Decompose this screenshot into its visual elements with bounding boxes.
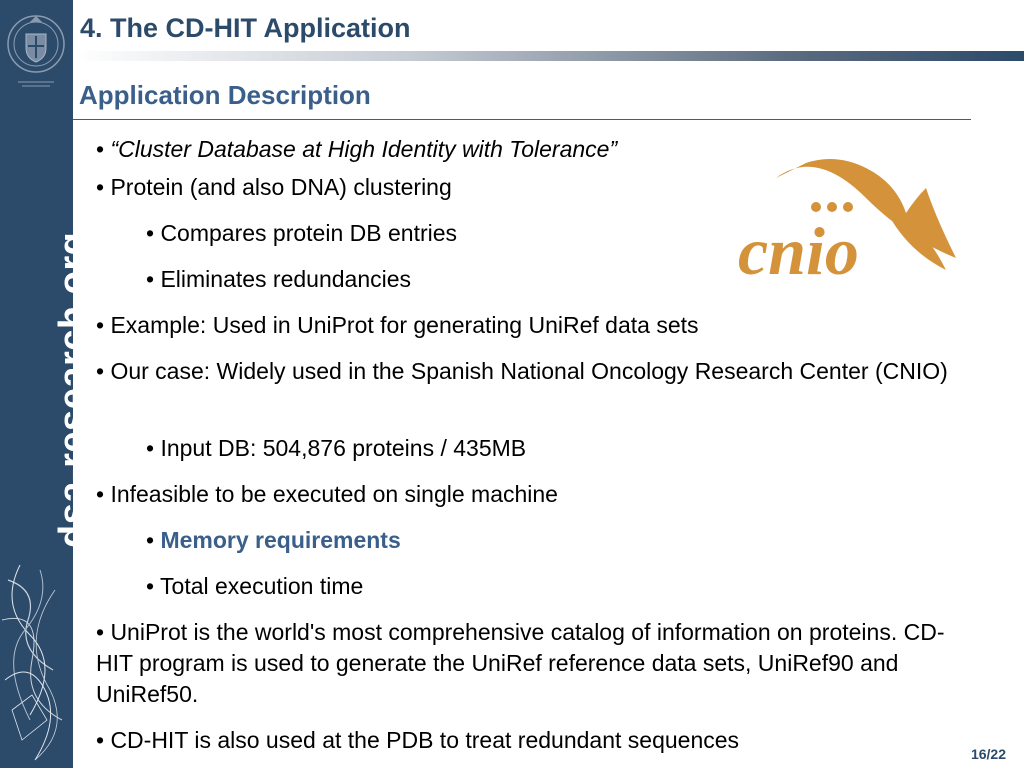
decorative-swirl-icon [0, 560, 73, 768]
sub-bullet-line: • Eliminates redundancies [146, 266, 412, 292]
site-name: dsa-research.org [52, 231, 94, 548]
sub-bullet-line: • Memory requirements [146, 527, 401, 553]
bullet-line: • UniProt is the world's most comprehensive catalog of information on proteins. CD-HIT program is used to generate the UniRef reference data sets, UniRef90 and UniRef50. [96, 619, 945, 707]
subtitle-divider [73, 119, 971, 120]
bullet-line: • Infeasible to be executed on single machine [96, 481, 558, 507]
bullet-line: • Example: Used in UniProt for generating UniRef data sets [96, 312, 699, 338]
bullet-line: • “Cluster Database at High Identity with Tolerance” [96, 136, 618, 162]
page-title: 4. The CD-HIT Application [80, 13, 411, 43]
sidebar [0, 0, 94, 768]
page-number: 16/22 [970, 746, 1006, 762]
title-gradient-bar [73, 51, 1024, 61]
sub-bullet-line: • Input DB: 504,876 proteins / 435MB [146, 435, 527, 461]
bullet-line: • Our case: Widely used in the Spanish National Oncology Research Center (CNIO) [96, 358, 948, 384]
logo-text: cnio [738, 213, 859, 289]
sub-bullet-line: • Total execution time [146, 573, 364, 599]
sub-bullet-line: • Compares protein DB entries [146, 220, 458, 246]
cnio-logo-icon [736, 150, 974, 289]
university-seal-icon [4, 4, 68, 90]
section-subtitle: Application Description [79, 80, 371, 110]
bullet-line: • Protein (and also DNA) clustering [96, 174, 452, 200]
bullet-line: • CD-HIT is also used at the PDB to treat redundant sequences [96, 727, 740, 753]
